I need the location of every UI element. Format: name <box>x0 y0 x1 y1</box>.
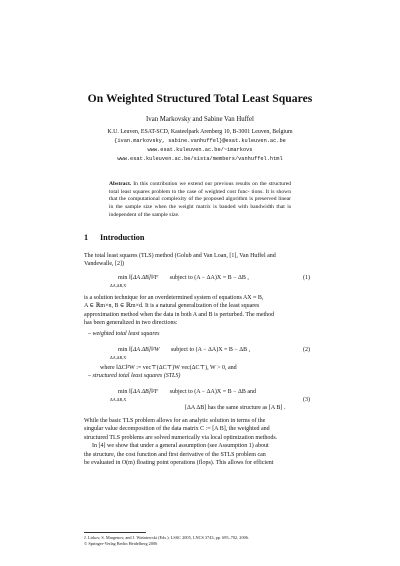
equation-1-subscript: ΔA,ΔB,X <box>110 283 127 288</box>
paragraph-after-eq1 <box>84 294 316 328</box>
text-line: is a solution technique for an overdetermined system of equations AX ≈ B, <box>84 295 264 301</box>
text-line: approximation method when the data in both A and B is perturbed. The method <box>84 311 275 318</box>
paragraph-final <box>84 417 316 467</box>
author-url-1: www.esat.kuleuven.ac.be/~imarkovs <box>147 147 253 153</box>
text-line: The total least squares (TLS) method (Golub and Van Loan, [1], Van Huffel and <box>84 253 276 259</box>
equation-2-where: where ‖ΔC‖²W := vec⊤(ΔC⊤)W vec(ΔC⊤), W > 0, and <box>100 365 237 371</box>
equation-3-number: (3) <box>303 397 310 403</box>
text-line: the structure, the cost function and first derivative of the STLS problem can <box>84 451 266 458</box>
section-title: Introduction <box>100 233 145 242</box>
text-line: be evaluated in O(m) floating point operations (flops). This allows for efficient <box>84 460 274 467</box>
abstract <box>109 181 291 220</box>
footer-citation <box>84 535 249 547</box>
text-line: A ∈ ℝm×n, B ∈ ℝm×d. It is a natural generalization of the least squares <box>84 303 260 310</box>
text-line: has been generalized in two directions: <box>84 320 178 327</box>
abstract-line: structured total least squares problem to the case of weighted cost func- <box>109 181 291 195</box>
footer-line: © Springer-Verlag Berlin Heidelberg 2006 <box>84 540 158 546</box>
equation-2-number: (2) <box>303 347 310 353</box>
abstract-label: Abstract. <box>109 181 132 187</box>
text-line: singular value decomposition of the data matrix C := [A B], the weighted and <box>84 426 270 433</box>
footer-rule <box>84 532 146 533</box>
footer-line: J. Lirkov, S. Margenov, and J. Waśniewski (Eds.): LSSC 2005, LNCS 3743, pp. 695–702, 2006. <box>84 535 249 540</box>
affiliation: K.U. Leuven, ESAT-SCD, Kasteelpark Arenberg 10, B-3001 Leuven, Belgium <box>107 129 293 135</box>
text-line: structured TLS problems are solved numerically via local optimization methods. <box>84 434 278 441</box>
equation-2: min ‖[ΔA ΔB]‖²W subject to (A − ΔA)X = B − ΔB , <box>118 347 251 353</box>
text-line: While the basic TLS problem allows for an analytic solution in terms of the <box>84 418 266 424</box>
bullet-weighted-tls: – weighted total least squares <box>88 331 160 337</box>
section-heading <box>84 233 144 242</box>
equation-1-number: (1) <box>303 275 310 281</box>
equation-3: min ‖[ΔA ΔB]‖²F subject to (A − ΔA)X = B − ΔB and <box>118 389 256 395</box>
section-number: 1 <box>84 233 89 242</box>
equation-1: min ‖[ΔA ΔB]‖²F subject to (A − ΔA)X = B − ΔB , <box>118 275 249 281</box>
author-url-2: www.esat.kuleuven.ac.be/sista/members/vanhuffel.html <box>117 156 283 162</box>
author-emails: {ivan.markovsky, sabine.vanhuffel}@esat.kuleuven.ac.be <box>114 138 286 144</box>
equation-3-subscript: ΔA,ΔB,X <box>110 397 127 402</box>
paper-title: On Weighted Structured Total Least Squares <box>87 92 313 105</box>
intro-paragraph <box>84 252 316 269</box>
text-line: In [4] we show that under a general assumption (see Assumption 1) about <box>92 443 269 450</box>
abstract-line: tions. It is shown that the computational complexity of the proposed <box>109 188 291 203</box>
text-line: Vandewalle, [2]) <box>84 261 124 268</box>
abstract-line: is banded with bandwidth that is independent of the sample size. <box>109 204 291 218</box>
paper-authors: Ivan Markovsky and Sabine Van Huffel <box>146 116 254 123</box>
abstract-line: In this contribution we extend our previous results on the <box>133 181 267 187</box>
equation-3-constraint: [ΔA ΔB] has the same structure as [A B] . <box>185 405 286 411</box>
abstract-line: algorithm is preserved linear in the sample size when the weight matrix <box>109 196 291 211</box>
bullet-structured-tls: – structured total least squares (STLS) <box>88 373 181 379</box>
equation-2-subscript: ΔA,ΔB,X <box>110 355 127 360</box>
